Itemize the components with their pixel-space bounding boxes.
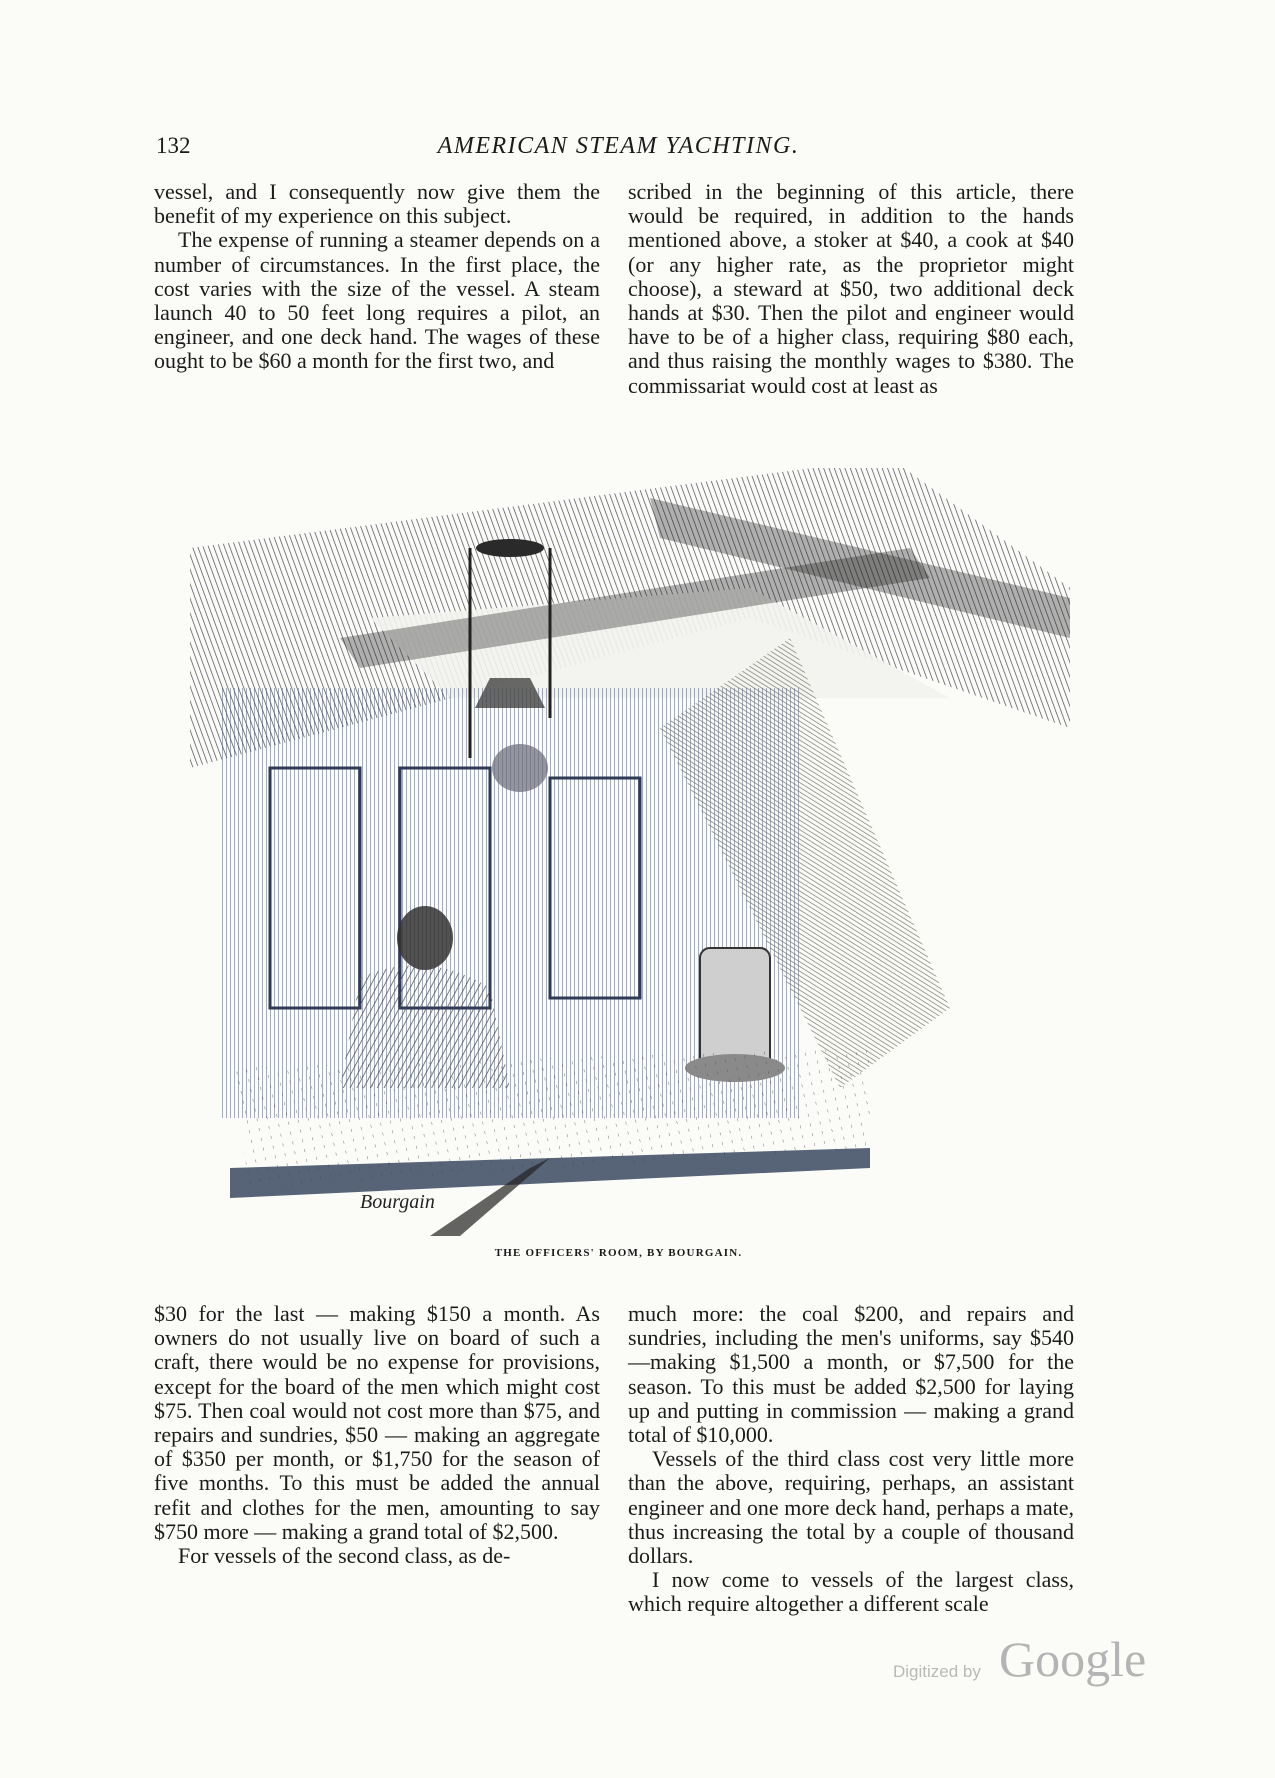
watermark-prefix: Digitized by — [893, 1662, 981, 1681]
artist-signature: Bourgain — [360, 1191, 435, 1213]
text-column-bottom-left — [154, 1302, 600, 1568]
paragraph: $30 for the last — making $150 a month. As owners do not usually live on board of such a craft, there would be no expense for provisions, except for the board of the men which might cost $75. Then coal would not cost more than $75, and repairs and sundries, $50 — making an aggregate of $350 per month, or $1,750 for the season of five months. To this must be added the annual refit and clothes for the men, amounting to say $750 more — making a grand total of $2,500. — [154, 1301, 600, 1544]
page-header — [156, 133, 1081, 167]
officers-room-illustration — [190, 468, 1070, 1236]
paragraph: The expense of running a steamer depends on a number of circumstances. In the first place, the cost varies with the size of the vessel. A steam launch 40 to 50 feet long requires a pilot, an engineer, and one deck hand. The wages of these ought to be $60 a month for the first two, and — [154, 227, 600, 374]
text-column-top-right — [628, 180, 1074, 398]
text-column-bottom-right — [628, 1302, 1074, 1617]
text-column-top-left — [154, 180, 600, 374]
paragraph: much more: the coal $200, and repairs and sundries, including the men's uniforms, say $540—making $1,500 a month, or $7,500 for the season. To this must be added $2,500 for laying up and putting in commission — making a grand total of $10,000. — [628, 1301, 1074, 1448]
paragraph: I now come to vessels of the largest class, which require altogether a different scale — [628, 1567, 1074, 1617]
officer-head — [397, 906, 453, 970]
paragraph: Vessels of the third class cost very little more than the above, requiring, perhaps, an assistant engineer and one more deck hand, perhaps a mate, thus increasing the total by a couple of thousand dollars. — [628, 1446, 1074, 1569]
lamp-canopy — [476, 539, 544, 557]
paragraph: scribed in the beginning of this article, there would be required, in addition to the hands mentioned above, a stoker at $40, a cook at $40 (or any higher rate, as the proprietor might choose), a steward at $50, two additional deck hands at $30. Then the pilot and engineer would have to be of a higher class, requiring $80 each, and thus raising the monthly wages to $380. The commissariat would cost at least as — [628, 179, 1074, 398]
lamp-globe — [492, 744, 548, 792]
engraving-image — [190, 468, 1070, 1236]
stove — [700, 948, 770, 1068]
paragraph: vessel, and I consequently now give them the benefit of my experience on this subject. — [154, 179, 600, 229]
page-number: 132 — [156, 133, 191, 158]
figure-caption: THE OFFICERS' ROOM, BY BOURGAIN. — [494, 1247, 743, 1259]
google-logo: Google — [999, 1631, 1147, 1687]
digitized-by-google-watermark — [893, 1631, 1153, 1696]
running-title: AMERICAN STEAM YACHTING. — [437, 133, 800, 159]
paragraph: For vessels of the second class, as de- — [178, 1543, 511, 1569]
